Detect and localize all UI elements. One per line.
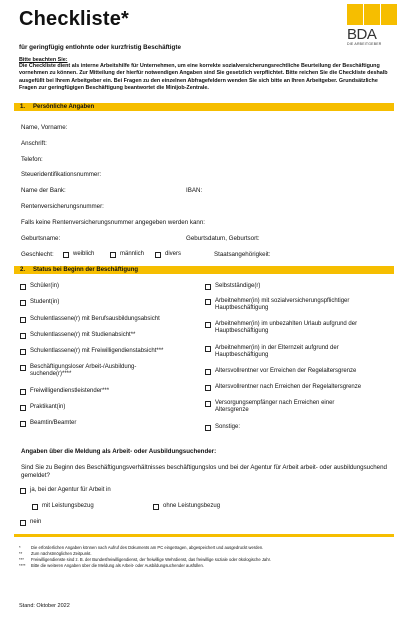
status-option-school-leaver-training[interactable]	[20, 316, 160, 323]
birth-date-place-label: Geburtsdatum, Geburtsort:	[186, 235, 260, 242]
gender-diverse-option[interactable]	[155, 251, 181, 258]
section-1-title: Persönliche Angaben	[33, 104, 95, 110]
status-label: Schulentlassene(r) mit Freiwilligendienstabsicht***	[30, 348, 164, 354]
iban-label: IBAN:	[186, 187, 203, 194]
status-option-parental-leave[interactable]	[205, 345, 385, 359]
footnote-text: Die erforderlichen Angaben können nach Aufruf des Dokuments am PC eingetragen, abgespeichert und ausgedruckt werden.	[31, 545, 264, 550]
status-label: Arbeitnehmer(in) im unbezahlten Urlaub aufgrund der Hauptbeschäftigung	[215, 321, 358, 335]
status-checkbox[interactable]	[20, 421, 26, 427]
gender-diverse-checkbox[interactable]	[155, 252, 161, 258]
document-subtitle: für geringfügig entlohnte oder kurzfristig Beschäftigte	[19, 44, 181, 51]
section-2-number: 2.	[20, 267, 26, 273]
name-label: Name, Vorname:	[21, 124, 68, 131]
footnote-mark: **	[19, 551, 23, 556]
status-label: Beamtin/Beamter	[30, 420, 77, 426]
footnote-text: Bitte die weiteren Angaben über die Meldung als Arbeit- oder Ausbildungsuchender ausfüllen.	[31, 563, 204, 568]
registration-heading: Angaben über die Meldung als Arbeit- oder Ausbildungsuchender:	[21, 448, 217, 455]
logo-text: BDA	[347, 26, 377, 43]
status-checkbox[interactable]	[20, 300, 26, 306]
status-label: Schulentlassene(r) mit Berufsausbildungsabsicht	[30, 316, 160, 322]
status-label: Schüler(in)	[30, 283, 60, 289]
footnote-text: Zum nächstmöglichen Zeitpunkt.	[31, 551, 92, 556]
notice-heading: Bitte beachten Sie:	[19, 57, 68, 63]
status-checkbox[interactable]	[20, 349, 26, 355]
status-checkbox[interactable]	[205, 385, 211, 391]
bda-logo	[335, 4, 399, 50]
gender-male-option[interactable]	[110, 251, 144, 258]
gender-female-option[interactable]	[63, 251, 94, 258]
status-label: Arbeitnehmer(in) mit sozialversicherungspflichtiger Hauptbeschäftigung	[215, 298, 350, 312]
gender-male-label: männlich	[120, 251, 145, 257]
phone-label: Telefon:	[21, 156, 43, 163]
status-option-school-leaver-volunteer[interactable]	[20, 348, 163, 355]
gender-diverse-label: divers	[165, 251, 182, 257]
footnote-mark: ****	[19, 563, 26, 568]
status-label: Versorgungsempfänger nach Erreichen einer Altersgrenze	[215, 400, 335, 414]
status-checkbox[interactable]	[205, 284, 211, 290]
gender-female-checkbox[interactable]	[63, 252, 69, 258]
without-benefit-checkbox[interactable]	[153, 504, 159, 510]
footnote-4	[19, 563, 204, 569]
status-option-unemployed-seeking[interactable]	[20, 364, 170, 378]
status-label: Arbeitnehmer(in) in der Elternzeit aufgrund der Hauptbeschäftigung	[215, 345, 339, 359]
footnote-2	[19, 551, 92, 557]
status-option-employee-main-job[interactable]	[205, 298, 385, 312]
section-2-bar	[14, 266, 394, 274]
footnote-divider	[14, 534, 394, 537]
section-1-bar	[14, 103, 394, 111]
status-label: Praktikant(in)	[30, 404, 66, 410]
status-option-pension-recipient[interactable]	[205, 400, 365, 414]
status-option-self-employed[interactable]	[205, 283, 260, 290]
document-title: Checkliste*	[19, 8, 130, 30]
status-label: Schulentlassene(r) mit Studienabsicht**	[30, 332, 136, 338]
status-checkbox[interactable]	[20, 284, 26, 290]
registration-yes-label: ja, bei der Agentur für Arbeit in	[30, 487, 111, 493]
status-option-pupil[interactable]	[20, 283, 59, 290]
status-label: Altersvollrentner nach Erreichen der Regelaltersgrenze	[215, 384, 362, 390]
status-checkbox[interactable]	[20, 405, 26, 411]
with-benefit-checkbox[interactable]	[32, 504, 38, 510]
notice-text: Die Checkliste dient als interne Arbeitshilfe für Unternehmen, um eine korrekte sozialversicherungsrechtliche Beurteilung der Beschäftigung vornehmen zu können. Zur Mitteilung der hierfür notwendigen Angaben sind Sie gesetzlich verpflichtet. Bitte reichen Sie die Checkliste deshalb ausgefüllt bei Ihrem Arbeitgeber ein. Bei Fragen zu den einzelnen Abfragefeldern wenden Sie sich bitte an Ihren Arbeitgeber. Grundsätzliche Fragen zur geringfügigen Beschäftigung beantwortet die Minijob-Zentrale.	[19, 63, 388, 91]
footnote-3	[19, 557, 271, 563]
registration-yes-option[interactable]	[20, 487, 111, 494]
gender-label: Geschlecht:	[21, 251, 54, 258]
status-option-pensioner-before-age[interactable]	[205, 368, 356, 375]
status-label: Altersvollrentner vor Erreichen der Regelaltersgrenze	[215, 368, 357, 374]
status-option-other[interactable]	[205, 424, 240, 431]
status-label: Selbstständige(r)	[215, 283, 261, 289]
pension-hint-label: Falls keine Rentenversicherungsnummer angegeben werden kann:	[21, 219, 206, 226]
registration-no-checkbox[interactable]	[20, 520, 26, 526]
status-checkbox[interactable]	[20, 365, 26, 371]
registration-yes-checkbox[interactable]	[20, 488, 26, 494]
status-checkbox[interactable]	[20, 333, 26, 339]
status-label: Beschäftigungsloser Arbeit-/Ausbildung-suchende(r)****	[30, 364, 137, 378]
section-1-number: 1.	[20, 104, 26, 110]
status-option-unpaid-leave[interactable]	[205, 321, 385, 335]
status-checkbox[interactable]	[205, 346, 211, 352]
without-benefit-option[interactable]	[153, 503, 220, 510]
footnote-1	[19, 545, 263, 551]
status-label: Sonstige:	[215, 424, 241, 430]
status-option-civil-servant[interactable]	[20, 420, 76, 427]
status-option-school-leaver-study[interactable]	[20, 332, 135, 339]
registration-no-label: nein	[30, 519, 42, 525]
status-checkbox[interactable]	[205, 322, 211, 328]
without-benefit-label: ohne Leistungsbezug	[163, 503, 221, 509]
status-label: Student(in)	[30, 299, 60, 305]
status-checkbox[interactable]	[20, 317, 26, 323]
nationality-label: Staatsangehörigkeit:	[214, 251, 271, 258]
document-date: Stand: Oktober 2022	[19, 603, 70, 609]
footnote-mark: ***	[19, 557, 24, 562]
logo-subtext: DIE ARBEITGEBER	[347, 42, 382, 46]
gender-male-checkbox[interactable]	[110, 252, 116, 258]
footnote-mark: *	[19, 545, 21, 550]
with-benefit-option[interactable]	[32, 503, 94, 510]
status-checkbox[interactable]	[205, 401, 211, 407]
status-option-student[interactable]	[20, 299, 59, 306]
status-checkbox[interactable]	[205, 369, 211, 375]
pension-number-label: Rentenversicherungsnummer:	[21, 203, 104, 210]
footnote-text: Freiwilligendienste sind z. B. der Bundesfreiwilligendienst, der freiwillige Wehrdienst, das freiwillige soziale oder ökologische Jahr.	[31, 557, 271, 562]
status-checkbox[interactable]	[205, 299, 211, 305]
status-option-volunteer[interactable]	[20, 388, 109, 395]
registration-no-option[interactable]	[20, 519, 41, 526]
address-label: Anschrift:	[21, 140, 47, 147]
section-2-title: Status bei Beginn der Beschäftigung	[33, 267, 139, 273]
status-checkbox[interactable]	[20, 389, 26, 395]
bank-label: Name der Bank:	[21, 187, 66, 194]
status-label: Freiwilligendienstleistender***	[30, 388, 110, 394]
gender-female-label: weiblich	[73, 251, 95, 257]
status-option-intern[interactable]	[20, 404, 65, 411]
birth-name-label: Geburtsname:	[21, 235, 61, 242]
registration-question: Sind Sie zu Beginn des Beschäftigungsverhältnisses beschäftigungslos und bei der Agentur für Arbeit arbeit- oder ausbildungsuchend gemeldet?	[21, 464, 387, 480]
status-checkbox[interactable]	[205, 425, 211, 431]
with-benefit-label: mit Leistungsbezug	[42, 503, 94, 509]
status-option-pensioner-after-age[interactable]	[205, 384, 361, 391]
tax-id-label: Steueridentifikationsnummer:	[21, 171, 102, 178]
